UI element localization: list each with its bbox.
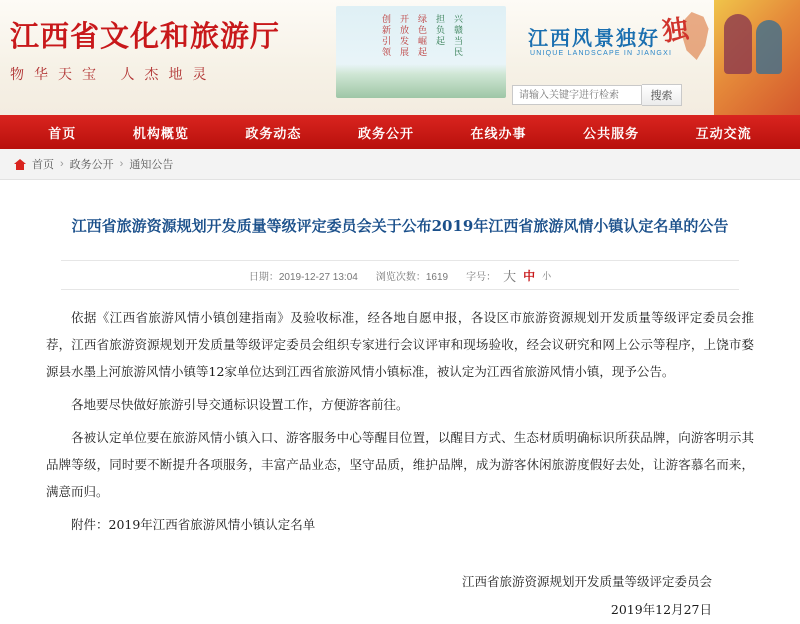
figure-icon	[724, 14, 752, 74]
font-size-small-button[interactable]: 小	[542, 270, 552, 281]
nav-item-interaction[interactable]: 互动交流	[695, 125, 752, 141]
brand-text: 江西风景独好	[528, 26, 660, 50]
site-subtitle: 物华天宝 人杰地灵	[10, 67, 217, 83]
site-title: 江西省文化和旅游厅	[10, 19, 281, 53]
article-body	[32, 304, 768, 538]
nav-item-home[interactable]: 首页	[48, 125, 77, 141]
breadcrumb-item-notices[interactable]: 通知公告	[129, 159, 174, 171]
nav-item-organization[interactable]: 机构概览	[132, 125, 189, 141]
article-paragraph: 依据《江西省旅游风情小镇创建指南》及验收标准，经各地自愿申报，各设区市旅游资源规划开发质量等级评定委员会推荐，江西省旅游资源规划开发质量等级评定委员会组织专家进行会议评审和现场验收，经会议研究和网上公示等程序，上饶市婺源县水墨上河旅游风情小镇等12家单位达到江西省旅游风情小镇标准，被认定为江西省旅游风情小镇，现予公告。	[46, 310, 754, 379]
breadcrumb-item-government-open[interactable]: 政务公开	[69, 159, 114, 171]
poem-columns	[342, 14, 500, 58]
signature-date: 2019年12月27日	[610, 602, 712, 617]
signature-organization: 江西省旅游资源规划开发质量等级评定委员会	[461, 574, 712, 589]
article-meta	[61, 260, 738, 290]
poem-column: 绿色崛起	[416, 14, 426, 58]
poem-column: 兴赣当民	[452, 14, 462, 58]
search-input[interactable]	[512, 85, 642, 105]
breadcrumb-separator: ›	[119, 158, 124, 170]
search-button[interactable]: 搜索	[642, 84, 682, 106]
attachment-link[interactable]: 附件：2019年江西省旅游风情小镇认定名单	[71, 517, 316, 532]
tourism-brand-logo	[514, 8, 714, 74]
breadcrumb-item-home[interactable]: 首页	[32, 159, 54, 171]
site-identity	[10, 14, 330, 84]
hills-decoration	[336, 64, 506, 98]
font-size-label: 字号：	[466, 271, 497, 283]
header-poem-banner	[336, 6, 506, 98]
poem-column: 担负起	[434, 14, 444, 47]
header-artwork	[714, 0, 800, 115]
font-size-medium-button[interactable]: 中	[523, 268, 536, 283]
brand-english-text: UNIQUE LANDSCAPE IN JIANGXI	[530, 50, 673, 57]
font-size-large-button[interactable]: 大	[503, 268, 517, 284]
poem-column: 开放发展	[398, 14, 408, 58]
poem-column: 创新引领	[380, 14, 390, 58]
breadcrumb-separator: ›	[60, 158, 64, 170]
article-paragraph: 各被认定单位要在旅游风情小镇入口、游客服务中心等醒目位置，以醒目方式、生态材质明确标识所获品牌，向游客明示其品牌等级，同时要不断提升各项服务，丰富产品业态，坚守品质，维护品牌，成为游客休闲旅游度假好去处，让游客慕名而来，满意而归。	[46, 430, 754, 499]
article-signature	[32, 568, 768, 624]
brand-seal-icon: 独	[660, 14, 691, 48]
article-paragraph: 各地要尽快做好旅游引导交通标识设置工作，方便游客前往。	[71, 397, 409, 412]
nav-item-online-service[interactable]: 在线办事	[470, 125, 527, 141]
article-container	[0, 180, 800, 624]
nav-item-public-service[interactable]: 公共服务	[583, 125, 640, 141]
site-header	[0, 0, 800, 115]
figure-icon	[756, 20, 782, 74]
nav-item-government-open[interactable]: 政务公开	[357, 125, 414, 141]
search-box	[512, 84, 682, 106]
view-count: 浏览次数：1619	[375, 271, 449, 283]
home-icon	[14, 159, 26, 170]
main-navigation	[0, 115, 800, 149]
page-title: 江西省旅游资源规划开发质量等级评定委员会关于公布2019年江西省旅游风情小镇认定名单的公告	[71, 217, 729, 235]
nav-item-news[interactable]: 政务动态	[245, 125, 302, 141]
publish-date: 日期：2019-12-27 13:04	[248, 271, 358, 283]
breadcrumb	[0, 149, 800, 180]
font-size-control	[466, 266, 551, 285]
